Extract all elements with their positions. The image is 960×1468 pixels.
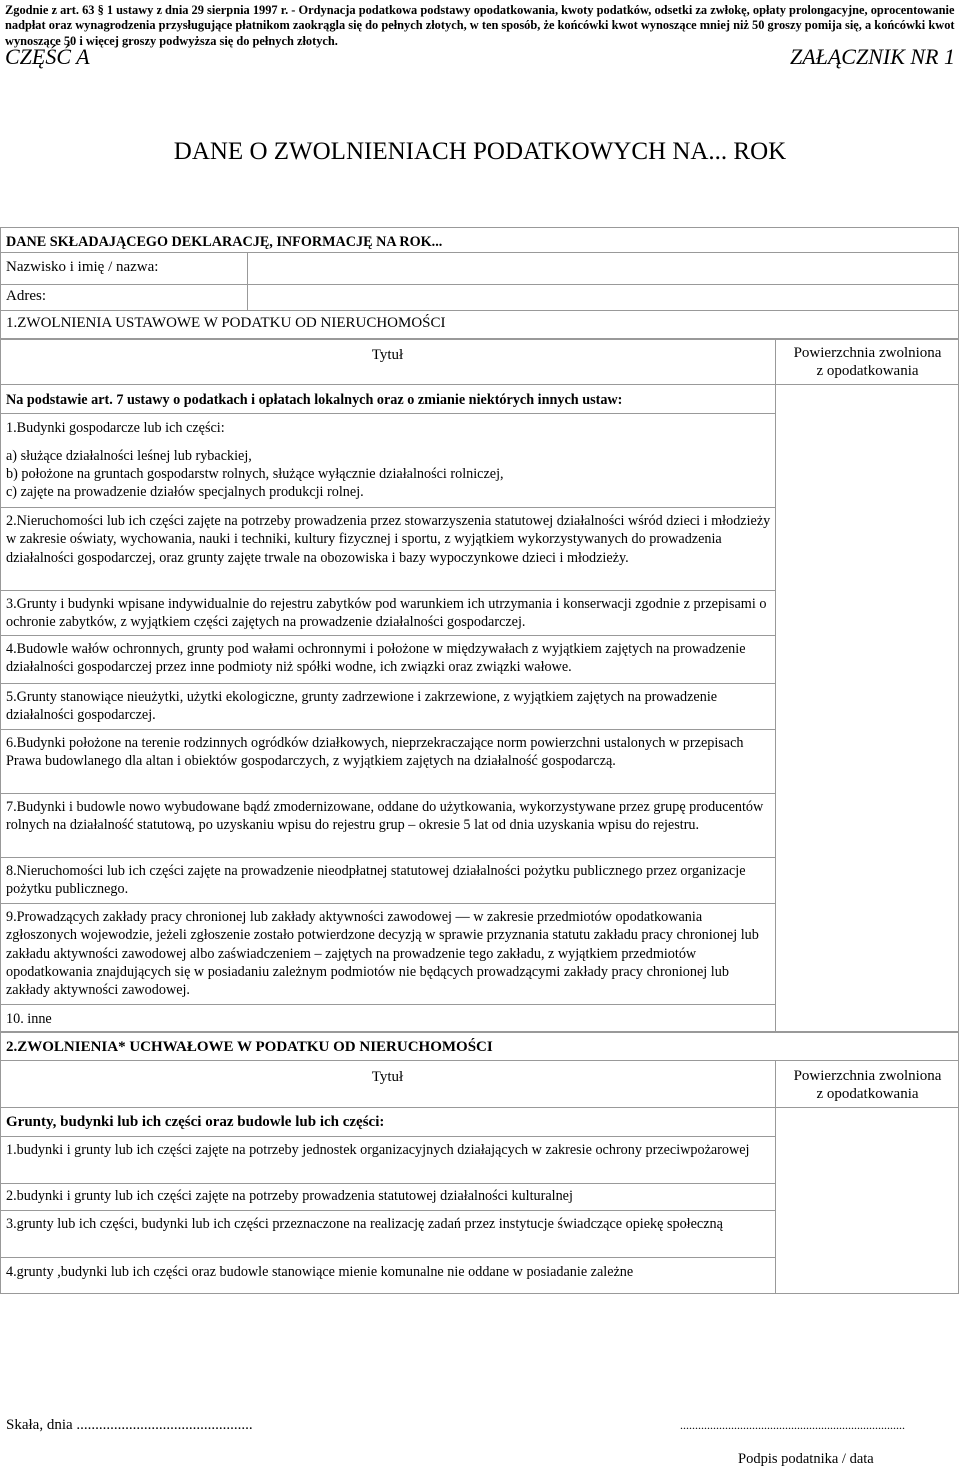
s1-item-7: 7.Budynki i budowle nowo wybudowane bądź zmodernizowane, oddane do użytkowania, wykorzystywane przez grupę producentów rolnych na działalność statutową, po uzyskaniu wpisu do rejestru grup – okresie 5 lat od dnia uzyskania wpisu do rejestru. xyxy=(6,799,764,834)
s1-item-4: 4.Budowle wałów ochronnych, grunty pod wałami ochronnymi i położone w międzywałach z wyjątkiem zajętych na prowadzenie działalności gospodarczej przez inne podmioty niż spółki wodne, ich związki oraz związki wałowe. xyxy=(6,641,746,676)
address-field[interactable] xyxy=(249,285,957,309)
section1-col-area: Powierzchnia zwolniona z opodatkowania xyxy=(793,345,942,379)
legal-note: Zgodnie z art. 63 § 1 ustawy z dnia 29 sierpnia 1997 r. - Ordynacja podatkowa podstawy opodatkowania, kwoty podatków, odsetki za zwłokę, opłaty prolongacyjne, oprocentowanie nadpłat oraz wynagrodzenia przysługujące płatnikom zaokrągla się do pełnych złotych, w ten sposób, że końcówki kwot wynoszące mniej niż 50 groszy pomija się, a końcówki kwot wynoszące 50 i więcej groszy podwyższa się do pełnych złotych. xyxy=(5,3,955,48)
s1-item-2: 2.Nieruchomości lub ich części zajęte na potrzeby prowadzenia przez stowarzyszenia statutowej działalności wśród dzieci i młodzieży w zakresie oświaty, wychowania, nauki i techniki, kultury fizycznej i sportu, z wyjątkiem wykorzystywanych do prowadzenia działalności gospodarczej, oraz grunty zajęte trwale na obozowiska i bazy wypoczynkowe dzieci i młodzieży. xyxy=(6,513,771,566)
section2-col-area: Powierzchnia zwolniona z opodatkowania xyxy=(793,1068,942,1102)
s1-item-9: 9.Prowadzących zakłady pracy chronionej lub zakłady aktywności zawodowej — w zakresie przedmiotów opodatkowania zgłoszonych wojewodzie, jeżeli zgłoszenie zostało potwierdzone decyzją w sprawie przyznania statutu zakładu pracy chronionej lub zakładu aktywności zawodowej albo zaświadczeniem – zajętych na prowadzenie tego zakładu, z wyjątkiem przedmiotów opodatkowania znajdujących się w posiadaniu zależnym podmiotów nie będących prowadzącymi zakłady pracy chronionej lub zakłady aktywności zawodowej. xyxy=(6,909,759,999)
signature-dots: ........................................................................... xyxy=(680,1418,905,1432)
section1-basis: Na podstawie art. 7 ustawy o podatkach i opłatach lokalnych oraz o zmianie niektórych innych ustaw: xyxy=(6,392,623,408)
s1-item-3: 3.Grunty i budynki wpisane indywidualnie do rejestru zabytków pod warunkiem ich utrzymania i konserwacji zgodnie z przepisami o ochronie zabytków, z wyjątkiem części zajętych na prowadzenie działalności gospodarczej. xyxy=(6,596,767,631)
section1-col-title: Tytuł xyxy=(371,347,404,363)
s1-area-input[interactable] xyxy=(777,386,958,1031)
part-label: CZĘŚĆ A xyxy=(5,44,90,69)
section2-heading: 2.ZWOLNIENIA* UCHWAŁOWE W PODATKU OD NIERUCHOMOŚCI xyxy=(6,1039,493,1055)
address-label: Adres: xyxy=(6,288,46,304)
page-title: DANE O ZWOLNIENIACH PODATKOWYCH NA... ROK xyxy=(173,138,787,165)
name-field[interactable] xyxy=(249,253,957,283)
section1-heading: 1.ZWOLNIENIA USTAWOWE W PODATKU OD NIERUCHOMOŚCI xyxy=(6,315,446,331)
s1-item-1b: b) położone na gruntach gospodarstw rolnych, służące wyłącznie działalności rolniczej, xyxy=(6,466,504,482)
s1-item-1-head: 1.Budynki gospodarcze lub ich części: xyxy=(6,420,225,436)
s1-item-6: 6.Budynki położone na terenie rodzinnych ogródków działkowych, nieprzekraczające norm powierzchni ustalonych w przepisach Prawa budowlanego dla altan i obiektów gospodarczych, z wyjątkiem zajętych na działalność gospodarczą. xyxy=(6,735,744,770)
s2-area-input[interactable] xyxy=(777,1109,958,1293)
section2-basis: Grunty, budynki lub ich części oraz budowle lub ich części: xyxy=(6,1114,385,1130)
s1-item-8: 8.Nieruchomości lub ich części zajęte na prowadzenie nieodpłatnej statutowej działalności pożytku publicznego przez organizacje pożytku publicznego. xyxy=(6,863,746,898)
s1-item-5: 5.Grunty stanowiące nieużytki, użytki ekologiczne, grunty zadrzewione i zakrzewione, z wyjątkiem zajętych na prowadzenie działalności gospodarczej. xyxy=(6,689,718,724)
annex-label: ZAŁĄCZNIK NR 1 xyxy=(789,44,955,69)
s2-item-4: 4.grunty ,budynki lub ich części oraz budowle stanowiące mienie komunalne nie oddane w posiadanie zależne xyxy=(6,1264,634,1280)
s2-item-3: 3.grunty lub ich części, budynki lub ich części przeznaczone na realizację zadań przez instytucje świadczące opiekę społeczną xyxy=(6,1216,723,1232)
s2-item-2: 2.budynki i grunty lub ich części zajęte na potrzeby prowadzenia statutowej działalności kulturalnej xyxy=(6,1188,573,1204)
s1-item-1a: a) służące działalności leśnej lub rybackiej, xyxy=(6,448,252,464)
s1-item-10: 10. inne xyxy=(6,1011,52,1027)
place-date: Skała, dnia ............................................... xyxy=(6,1417,253,1433)
signature-label: Podpis podatnika / data xyxy=(738,1451,874,1467)
section2-col-title: Tytuł xyxy=(371,1069,404,1085)
declarant-heading: DANE SKŁADAJĄCEGO DEKLARACJĘ, INFORMACJĘ NA ROK... xyxy=(6,234,443,250)
name-label: Nazwisko i imię / nazwa: xyxy=(6,259,159,275)
s1-item-1c: c) zajęte na prowadzenie działów specjalnych produkcji rolnej. xyxy=(6,484,364,500)
s2-item-1: 1.budynki i grunty lub ich części zajęte na potrzeby jednostek organizacyjnych działających w zakresie ochrony przeciwpożarowej xyxy=(6,1142,750,1158)
